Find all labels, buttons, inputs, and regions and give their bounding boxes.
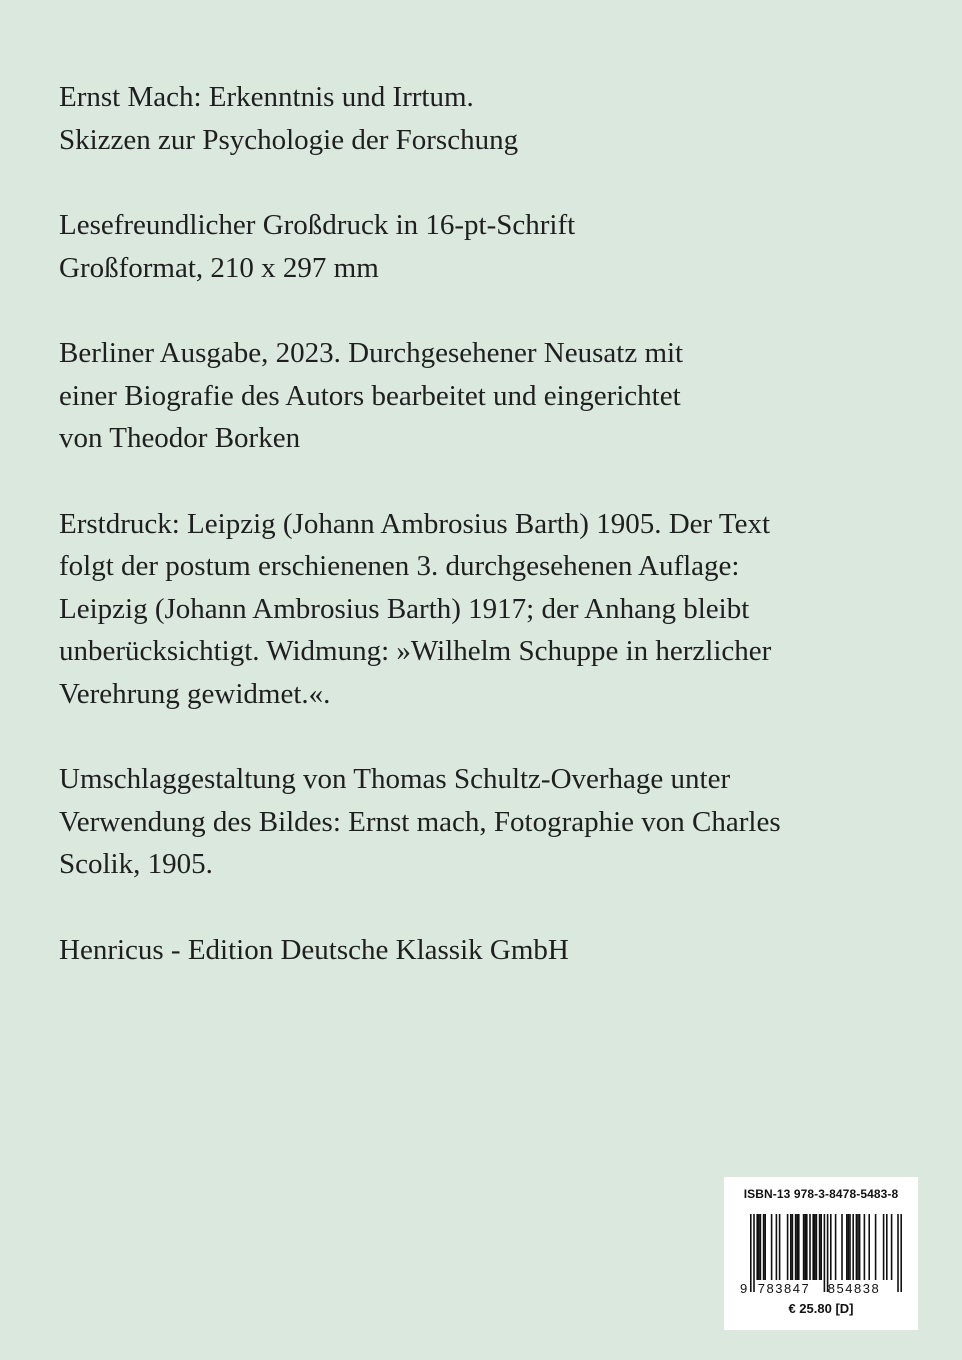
barcode-bar — [764, 1214, 766, 1280]
isbn-barcode-label — [724, 1177, 918, 1330]
barcode-bar — [760, 1214, 762, 1280]
format-paragraph — [59, 204, 919, 289]
title-paragraph — [59, 76, 919, 161]
barcode-bar — [816, 1214, 818, 1280]
barcode-bar — [841, 1214, 843, 1280]
barcode-icon — [736, 1214, 906, 1296]
barcode-guard-bar — [900, 1214, 902, 1292]
barcode-bar — [792, 1214, 794, 1280]
text-line: Berliner Ausgabe, 2023. Durchgesehener Neusatz mit — [59, 337, 684, 369]
barcode-bar — [856, 1214, 858, 1280]
barcode-bar — [795, 1214, 797, 1280]
barcode-bar — [796, 1214, 798, 1280]
barcode-bar — [891, 1214, 893, 1280]
barcode-guard-bar — [824, 1214, 826, 1292]
barcode-bar — [859, 1214, 861, 1280]
text-line: Erstdruck: Leipzig (Johann Ambrosius Barth) 1905. Der Text — [59, 507, 771, 540]
barcode-right-digits: 854838 — [827, 1281, 881, 1296]
barcode-bar — [857, 1214, 859, 1280]
barcode-bar — [809, 1214, 811, 1280]
barcode-bar — [835, 1214, 837, 1280]
barcode-bar — [846, 1214, 848, 1280]
barcode-bar — [771, 1214, 773, 1280]
text-line: Scolik, 1905. — [59, 848, 213, 880]
barcode-bar — [875, 1214, 877, 1280]
text-line: einer Biografie des Autors bearbeitet und eingerichtet — [59, 379, 681, 412]
barcode-bar — [849, 1214, 851, 1280]
barcode-bar — [883, 1214, 885, 1280]
barcode-bar — [852, 1214, 854, 1280]
barcode-bar — [812, 1214, 814, 1280]
first-print-paragraph — [59, 503, 919, 716]
barcode-bar — [848, 1214, 850, 1280]
text-line: Verwendung des Bildes: Ernst mach, Fotographie von Charles — [59, 805, 781, 838]
isbn-number: ISBN-13 978-3-8478-5483-8 — [743, 1187, 899, 1201]
barcode-bar — [758, 1214, 760, 1280]
barcode-bar — [820, 1214, 822, 1280]
barcode-bar — [787, 1214, 789, 1280]
text-line: Umschlaggestaltung von Thomas Schultz-Overhage unter — [59, 763, 731, 795]
barcode-guard-bar — [897, 1214, 899, 1292]
barcode-bar — [756, 1214, 758, 1280]
edition-paragraph — [59, 332, 919, 460]
text-line: Verehrung gewidmet.«. — [59, 677, 331, 710]
text-line: Leipzig (Johann Ambrosius Barth) 1917; der Anhang bleibt — [59, 592, 750, 625]
barcode-bar — [806, 1214, 808, 1280]
barcode-left-digits: 783847 — [757, 1281, 811, 1296]
text-line: Skizzen zur Psychologie der Forschung — [59, 123, 519, 156]
text-line: von Theodor Borken — [59, 422, 301, 454]
barcode-bar — [779, 1214, 781, 1280]
barcode-bar — [814, 1214, 816, 1280]
barcode-bar — [804, 1214, 806, 1280]
barcode-bar — [790, 1214, 792, 1280]
imprint-text — [59, 76, 919, 1014]
price-label: € 25.80 [D] — [788, 1301, 854, 1316]
barcode-first-digit: 9 — [740, 1281, 748, 1296]
barcode-bar — [868, 1214, 870, 1280]
barcode-guard-bar — [750, 1214, 752, 1292]
text-line: Großformat, 210 x 297 mm — [59, 251, 379, 284]
text-line: Lesefreundlicher Großdruck in 16-pt-Schrift — [59, 209, 576, 241]
barcode-bar — [830, 1214, 832, 1280]
publisher-paragraph — [59, 929, 919, 972]
barcode-bar — [763, 1214, 765, 1280]
cover-design-paragraph — [59, 758, 919, 886]
barcode-guard-bar — [753, 1214, 755, 1292]
text-line: folgt der postum erschienenen 3. durchgesehenen Auflage: — [59, 550, 740, 582]
text-line: Ernst Mach: Erkenntnis und Irrtum. — [59, 81, 474, 113]
barcode-bar — [798, 1214, 800, 1280]
barcode-bar — [864, 1214, 866, 1280]
barcode-bar — [803, 1214, 805, 1280]
text-line: unberücksichtigt. Widmung: »Wilhelm Schuppe in herzlicher — [59, 635, 772, 667]
barcode-bar — [776, 1214, 778, 1280]
barcode-bar — [886, 1214, 888, 1280]
barcode-bar — [819, 1214, 821, 1280]
text-line: Henricus - Edition Deutsche Klassik GmbH — [59, 933, 569, 966]
